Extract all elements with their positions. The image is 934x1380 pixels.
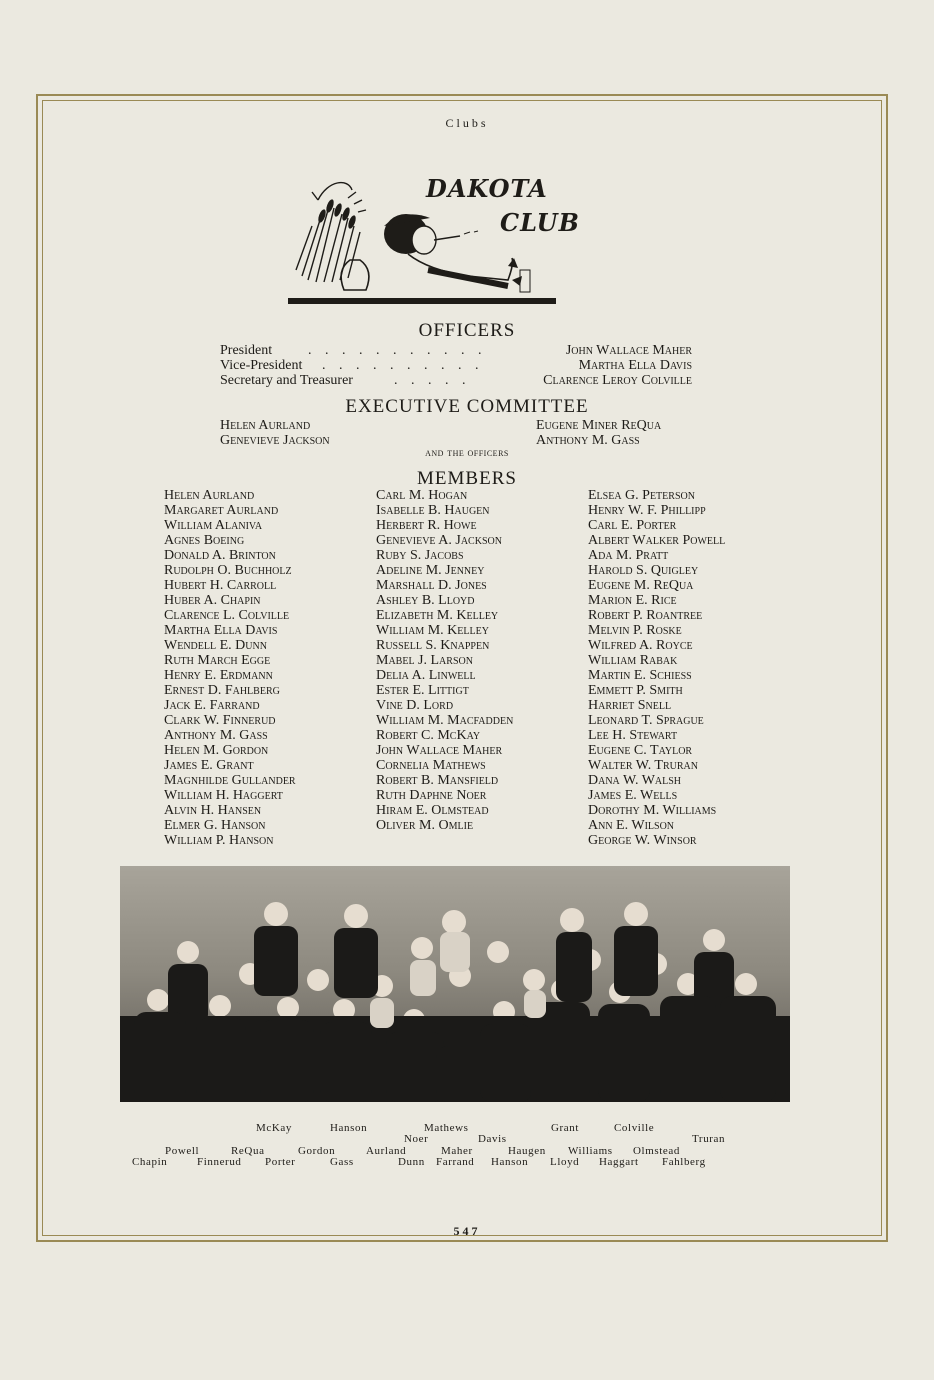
executive-committee-left xyxy=(220,418,330,448)
member-name: Robert B. Mansfield xyxy=(376,773,499,788)
caption-name: Williams xyxy=(568,1145,613,1157)
member-name: Lee H. Stewart xyxy=(588,728,678,743)
member-name: Magnhilde Gullander xyxy=(164,773,296,788)
officer-name: John Wallace Maher xyxy=(565,343,692,358)
member-name: Elmer G. Hanson xyxy=(164,818,266,833)
member-name: William P. Hanson xyxy=(164,833,274,848)
member-name: William Rabak xyxy=(588,653,678,668)
member-name: Cornelia Mathews xyxy=(376,758,486,773)
caption-name: Davis xyxy=(478,1133,507,1145)
member-name: Mabel J. Larson xyxy=(376,653,473,668)
page-number: 547 xyxy=(453,1224,481,1238)
members-column-2 xyxy=(376,488,513,833)
officer-name: Clarence Leroy Colville xyxy=(543,373,692,388)
member-name: Walter W. Truran xyxy=(588,758,698,773)
member-name: Robert P. Roantree xyxy=(588,608,703,623)
members-column-1 xyxy=(164,488,296,848)
member-name: Albert Walker Powell xyxy=(588,533,726,548)
caption-name: Olmstead xyxy=(633,1145,680,1157)
member-name: Elizabeth M. Kelley xyxy=(376,608,499,623)
caption-name: Haggart xyxy=(599,1156,639,1168)
member-name: Donald A. Brinton xyxy=(164,548,276,563)
officer-row-secretary-treasurer xyxy=(220,373,692,388)
caption-name: Porter xyxy=(265,1156,296,1168)
member-name: Rudolph O. Buchholz xyxy=(164,563,292,578)
member-name: Robert C. McKay xyxy=(376,728,481,743)
member-name: Helen M. Gordon xyxy=(164,743,269,758)
leader-dots: . . . . . xyxy=(394,373,471,388)
caption-name: McKay xyxy=(256,1122,292,1134)
executive-committee-heading: EXECUTIVE COMMITTEE xyxy=(345,396,589,417)
member-name: Emmett P. Smith xyxy=(588,683,683,698)
member-name: Ruby S. Jacobs xyxy=(376,548,464,563)
member-name: Adeline M. Jenney xyxy=(376,563,485,578)
member-name: William Alaniva xyxy=(164,518,263,533)
member-name: Margaret Aurland xyxy=(164,503,279,518)
member-name: Harriet Snell xyxy=(588,698,672,713)
officer-row-vice-president xyxy=(220,358,692,373)
group-photograph xyxy=(120,866,790,1102)
member-name: Carl M. Hogan xyxy=(376,488,468,503)
caption-row-2 xyxy=(0,1133,934,1145)
member-name: Russell S. Knappen xyxy=(376,638,490,653)
leader-dots: . . . . . . . . . . xyxy=(322,358,484,373)
member-name: Melvin P. Roske xyxy=(588,623,682,638)
caption-name: Haugen xyxy=(508,1145,546,1157)
member-name: Carl E. Porter xyxy=(588,518,677,533)
officer-role: Secretary and Treasurer xyxy=(220,373,353,388)
committee-member: Eugene Miner ReQua xyxy=(536,418,662,433)
member-name: Ruth Daphne Noer xyxy=(376,788,487,803)
caption-name: Hanson xyxy=(491,1156,529,1168)
members-heading: MEMBERS xyxy=(417,468,517,489)
dakota-club-logo xyxy=(288,170,580,308)
caption-name: Powell xyxy=(165,1145,200,1157)
officer-role: Vice-President xyxy=(220,358,303,373)
member-name: Agnes Boeing xyxy=(164,533,245,548)
caption-name: Maher xyxy=(441,1145,473,1157)
caption-name: Dunn xyxy=(398,1156,425,1168)
officer-role: President xyxy=(220,343,273,358)
member-name: Vine D. Lord xyxy=(376,698,454,713)
member-name: William M. Kelley xyxy=(376,623,489,638)
member-name: George W. Winsor xyxy=(588,833,697,848)
member-name: Ann E. Wilson xyxy=(588,818,675,833)
member-name: Dorothy M. Williams xyxy=(588,803,717,818)
member-name: Wendell E. Dunn xyxy=(164,638,267,653)
caption-name: Chapin xyxy=(132,1156,168,1168)
caption-name: Truran xyxy=(692,1133,726,1145)
member-name: Clarence L. Colville xyxy=(164,608,290,623)
caption-name: Lloyd xyxy=(550,1156,580,1168)
member-name: Huber A. Chapin xyxy=(164,593,261,608)
caption-name: Farrand xyxy=(436,1156,475,1168)
committee-member: Helen Aurland xyxy=(220,418,311,433)
officer-name: Martha Ella Davis xyxy=(578,358,692,373)
member-name: Marshall D. Jones xyxy=(376,578,487,593)
leader-dots: . . . . . . . . . . . xyxy=(308,343,487,358)
member-name: Ester E. Littigt xyxy=(376,683,469,698)
officers-heading: OFFICERS xyxy=(418,320,516,341)
caption-name: Aurland xyxy=(366,1145,407,1157)
member-name: Alvin H. Hansen xyxy=(164,803,262,818)
member-name: Henry W. F. Phillipp xyxy=(588,503,706,518)
caption-name: Mathews xyxy=(424,1122,469,1134)
officer-row-president xyxy=(220,343,692,358)
member-name: Dana W. Walsh xyxy=(588,773,682,788)
member-name: Oliver M. Omlie xyxy=(376,818,474,833)
member-name: Delia A. Linwell xyxy=(376,668,476,683)
member-name: Isabelle B. Haugen xyxy=(376,503,490,518)
caption-name: Gass xyxy=(330,1156,354,1168)
member-name: Ernest D. Fahlberg xyxy=(164,683,280,698)
member-name: Hiram E. Olmstead xyxy=(376,803,489,818)
caption-name: Hanson xyxy=(330,1122,368,1134)
member-name: William H. Haggert xyxy=(164,788,283,803)
caption-name: Gordon xyxy=(298,1145,336,1157)
logo-title-club: CLUB xyxy=(500,208,580,237)
executive-committee-right xyxy=(536,418,661,448)
member-name: Ada M. Pratt xyxy=(588,548,669,563)
caption-name: Fahlberg xyxy=(662,1156,706,1168)
member-name: James E. Wells xyxy=(588,788,678,803)
member-name: Eugene M. ReQua xyxy=(588,578,694,593)
member-name: Martha Ella Davis xyxy=(164,623,278,638)
member-name: Helen Aurland xyxy=(164,488,255,503)
caption-row-4 xyxy=(0,1156,934,1168)
caption-name: Grant xyxy=(551,1122,580,1134)
caption-name: Colville xyxy=(614,1122,655,1134)
and-the-officers-note: and the officers xyxy=(425,447,509,459)
member-name: Wilfred A. Royce xyxy=(588,638,693,653)
member-name: Martin E. Schiess xyxy=(588,668,692,683)
member-name: Harold S. Quigley xyxy=(588,563,699,578)
member-name: Hubert H. Carroll xyxy=(164,578,277,593)
committee-member: Anthony M. Gass xyxy=(536,433,640,448)
member-name: Clark W. Finnerud xyxy=(164,713,276,728)
member-name: Genevieve A. Jackson xyxy=(376,533,502,548)
member-name: Marion E. Rice xyxy=(588,593,677,608)
member-name: Jack E. Farrand xyxy=(164,698,260,713)
member-name: James E. Grant xyxy=(164,758,254,773)
caption-name: Finnerud xyxy=(197,1156,242,1168)
members-column-3 xyxy=(588,488,725,848)
member-name: Anthony M. Gass xyxy=(164,728,268,743)
caption-name: Noer xyxy=(404,1133,429,1145)
caption-name: ReQua xyxy=(231,1145,265,1157)
member-name: William M. Macfadden xyxy=(376,713,514,728)
committee-member: Genevieve Jackson xyxy=(220,433,330,448)
running-head: Clubs xyxy=(445,116,489,130)
member-name: Eugene C. Taylor xyxy=(588,743,693,758)
member-name: John Wallace Maher xyxy=(376,743,503,758)
member-name: Ashley B. Lloyd xyxy=(376,593,475,608)
group-photo-figures xyxy=(120,866,790,1102)
member-name: Ruth March Egge xyxy=(164,653,271,668)
member-name: Henry E. Erdmann xyxy=(164,668,273,683)
member-name: Leonard T. Sprague xyxy=(588,713,704,728)
logo-title-dakota: DAKOTA xyxy=(426,174,548,203)
member-name: Elsea G. Peterson xyxy=(588,488,695,503)
member-name: Herbert R. Howe xyxy=(376,518,477,533)
